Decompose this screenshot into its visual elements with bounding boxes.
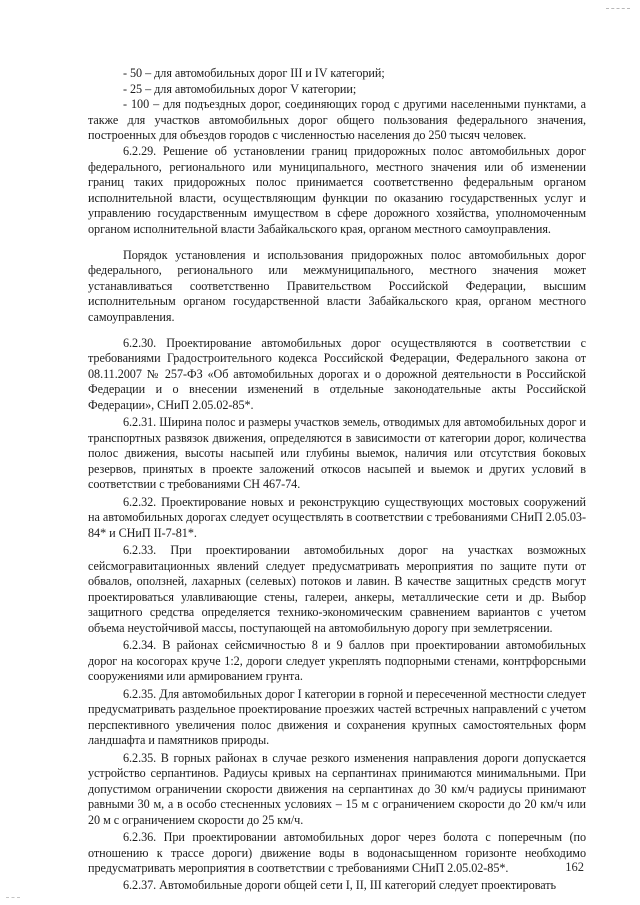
paragraph-procedure: Порядок установления и использования придорожных полос автомобильных дорог федерального, регионального или межмуниципального, местного значения может устанавливаться соответственно Правительством Российской Федерации, высшим исполнительным органом государственной власти Забайкальского края, органом местного самоуправления. [88,247,586,324]
paragraph-6-2-30: 6.2.30. Проектирование автомобильных дорог осуществляются в соответствии с требованиями Градостроительного кодекса Российской Федерации, Федерального закона от 08.11.2007 № 257-ФЗ «Об автомобильных дорогах и о дорожной деятельности в Российской Федерации и о внесении изменений в отдельные законодательные акты Российской Федерации», СНиП 2.05.02-85*. [88,335,586,412]
scan-edge-mark-bottom [6,897,20,899]
list-item: - 50 – для автомобильных дорог III и IV категорий; [123,66,385,80]
paragraph-6-2-36: 6.2.36. При проектировании автомобильных дорог через болота с поперечным (по отношению к трассе дороги) движение воды в водонасыщенном горизонте необходимо предусматривать мероприятия в соответствии с требованиями СНиП 2.05.02-85*. [88,830,586,876]
list-item: - 100 – для подъездных дорог, соединяющих город с другими населенными пунктами, а также для участков автомобильных дорог общего пользования федерального значения, построенных для объездов городов с численностью населения до 250 тысяч человек. [88,97,586,143]
page-number: 162 [565,860,584,874]
scan-edge-mark [606,8,630,10]
paragraph-6-2-29: 6.2.29. Решение об установлении границ придорожных полос автомобильных дорог федерального, регионального или муниципального, местного значения или об изменении границ таких придорожных полос принимается соответственно федеральным органом исполнительной власти, осуществляющим функции по оказанию государственных услуг и управлению государственным имуществом в сфере дорожного хозяйства, уполномоченным органом исполнительной власти Забайкальского края, органом местного самоуправления. [88,143,586,236]
document-page [88,66,586,896]
paragraph-6-2-35-a: 6.2.35. Для автомобильных дорог I категории в горной и пересеченной местности следует предусматривать раздельное проектирование проезжих частей встречных направлений с учетом перспективного увеличения полос движения и сохранения крупных самостоятельных форм ландшафта и памятников природы. [88,686,586,748]
paragraph-6-2-33: 6.2.33. При проектировании автомобильных дорог на участках возможных сейсмогравитационных явлений следует предусматривать мероприятия по защите пути от обвалов, оползней, лахарных (селевых) потоков и лавин. В качестве защитных средств могут проектироваться улавливающие стены, галереи, анкеры, металлические сети и др. Выбор защитного средства определяется технико-экономическим сравнением вариантов с учетом объема неустойчивой массы, поступающей на автомобильную дорогу при землетрясении. [88,543,586,635]
paragraph-6-2-37: 6.2.37. Автомобильные дороги общей сети I, II, III категорий следует проектировать [123,878,557,893]
paragraph-6-2-31: 6.2.31. Ширина полос и размеры участков земель, отводимых для автомобильных дорог и транспортных развязок движения, определяются в зависимости от категории дорог, количества полос движения, высоты насыпей или глубины выемок, наличия или отсутствия боковых резервов, принятых в проекте заложений откосов насыпей и выемок и других условий в соответствии с требованиями СН 467-74. [88,415,586,492]
paragraph-6-2-32: 6.2.32. Проектирование новых и реконструкцию существующих мостовых сооружений на автомобильных дорогах следует осуществлять в соответствии с требованиями СНиП 2.05.03-84* и СНиП II-7-81*. [88,494,586,540]
paragraph-6-2-34: 6.2.34. В районах сейсмичностью 8 и 9 баллов при проектировании автомобильных дорог на косогорах круче 1:2, дороги следует укреплять подпорными стенами, контрфорсными сооружениями или армированием грунта. [88,638,586,684]
paragraph-6-2-35-b: 6.2.35. В горных районах в случае резкого изменения направления дороги допускается устройство серпантинов. Радиусы кривых на серпантинах принимаются минимальными. При допустимом ограничении скорости движения на серпантинах до 30 км/ч радиусы принимают равными 30 м, а в особо стесненных условиях – 15 м с ограничением скорости до 20 км/ч или 20 м с ограничением скорости до 25 км/ч. [88,750,586,827]
list-item: - 25 – для автомобильных дорог V категории; [123,81,357,96]
